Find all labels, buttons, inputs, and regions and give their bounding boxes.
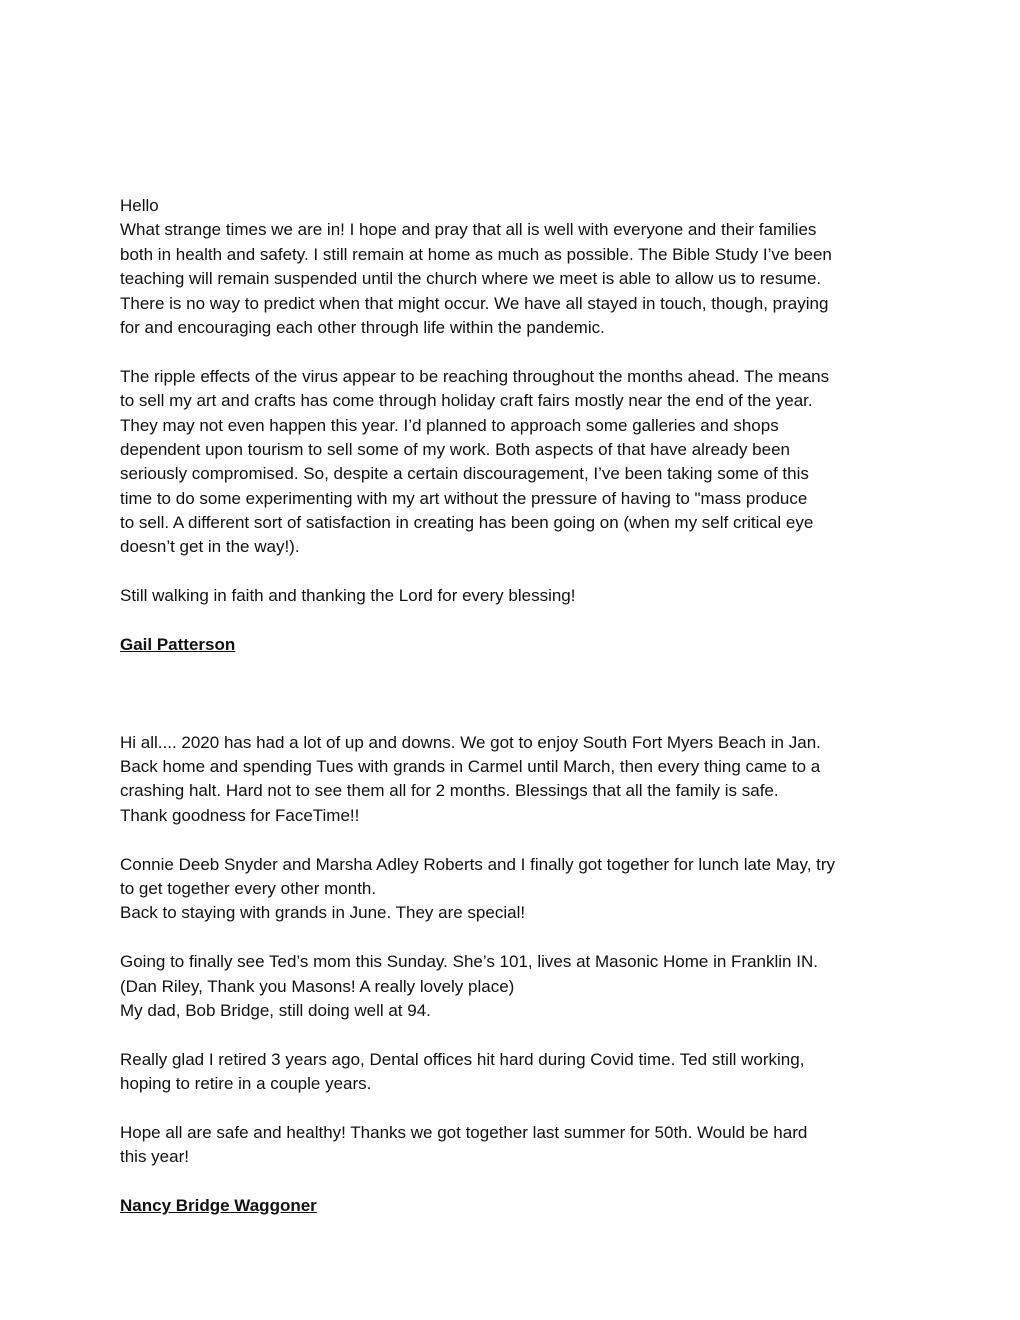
letter2-paragraph-4 [120,1048,910,1097]
signature-nancy-bridge-waggoner: Nancy Bridge Waggoner [120,1196,317,1216]
text-line: seriously compromised. So, despite a certain discouragement, I’ve been taking some of this [120,464,809,484]
spacer [120,560,910,584]
text-line: to get together every other month. [120,878,377,898]
text-line: (Dan Riley, Thank you Masons! A really lovely place) [120,976,515,996]
text-line: Back home and spending Tues with grands in Carmel until March, then every thing came to a [120,757,821,776]
spacer [120,828,910,852]
document-body [120,194,910,1218]
text-line: Hope all are safe and healthy! Thanks we got together last summer for 50th. Would be hard [120,1122,808,1142]
text-line: hoping to retire in a couple years. [120,1074,372,1094]
text-line: My dad, Bob Bridge, still doing well at 94. [120,1000,431,1020]
text-line: Hi all.... 2020 has had a lot of up and downs. We got to enjoy South Fort Myers Beach in Jan. [120,732,821,752]
text-line: both in health and safety. I still remain at home as much as possible. The Bible Study I’ve been [120,244,832,264]
letter2-paragraph-5 [120,1121,910,1170]
text-line: to sell. A different sort of satisfaction in creating has been going on (when my self critical eye [120,513,814,533]
text-line: for and encouraging each other through life within the pandemic. [120,317,605,337]
text-line: time to do some experimenting with my art without the pressure of having to "mass produce [120,488,808,508]
letter2-paragraph-1 [120,731,910,829]
text-line: to sell my art and crafts has come through holiday craft fairs mostly near the end of the year. [120,391,813,411]
spacer [120,1023,910,1047]
spacer [120,1096,910,1120]
text-line: dependent upon tourism to sell some of my work. Both aspects of that have already been [120,439,790,459]
text-line: teaching will remain suspended until the church where we meet is able to allow us to resume. [120,269,822,289]
text-line: Connie Deeb Snyder and Marsha Adley Roberts and I finally got together for lunch late May, try [120,854,836,874]
text-line: Really glad I retired 3 years ago, Dental offices hit hard during Covid time. Ted still working, [120,1049,805,1069]
greeting: Hello [120,196,159,215]
text-line: Going to finally see Ted’s mom this Sunday. She’s 101, lives at Masonic Home in Franklin IN. [120,952,818,972]
text-line: Back to staying with grands in June. They are special! [120,903,526,923]
letter1-paragraph-1 [120,218,910,340]
text-line: There is no way to predict when that might occur. We have all stayed in touch, though, praying [120,293,829,313]
text-line: crashing halt. Hard not to see them all for 2 months. Blessings that all the family is safe. [120,781,779,801]
text-line: Thank goodness for FaceTime!! [120,805,360,825]
text-line: doesn’t get in the way!). [120,537,300,557]
text-line: What strange times we are in! I hope and pray that all is well with everyone and their families [120,220,817,240]
spacer [120,1170,910,1194]
spacer [120,340,910,364]
text-line: The ripple effects of the virus appear to be reaching throughout the months ahead. The means [120,366,830,386]
spacer [120,657,910,706]
letter2-paragraph-2 [120,853,910,926]
spacer [120,609,910,633]
spacer [120,926,910,950]
text-line: this year! [120,1147,189,1167]
text-line: They may not even happen this year. I’d planned to approach some galleries and shops [120,415,779,435]
signature-gail-patterson: Gail Patterson [120,635,236,655]
letter2-paragraph-3 [120,950,910,1023]
spacer [120,706,910,730]
letter1-paragraph-2 [120,365,910,560]
letter1-paragraph-3: Still walking in faith and thanking the Lord for every blessing! [120,586,576,606]
